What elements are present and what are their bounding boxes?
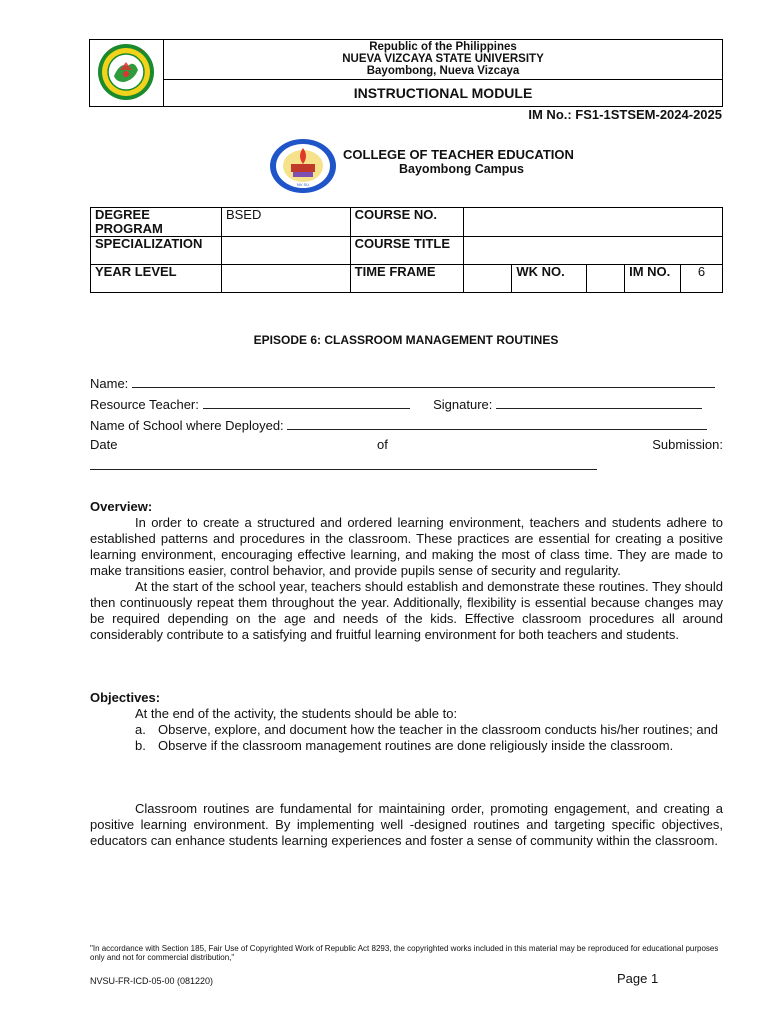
module-title: INSTRUCTIONAL MODULE [353,85,533,101]
signature-label: Signature: [433,397,493,412]
college-name: COLLEGE OF TEACHER EDUCATION [343,147,574,162]
university-info [164,40,722,80]
episode-title: EPISODE 6: CLASSROOM MANAGEMENT ROUTINES [253,333,559,347]
objectives-list [90,722,723,754]
specialization-value [221,237,350,265]
resource-teacher-label: Resource Teacher: [90,397,199,412]
course-info-table [90,207,723,293]
copyright-note: "In accordance with Section 185, Fair Use of Copyrighted Work of Republic Act 8293, the copyrighted works included in this material may be reproduced for educational purposes only and not for commercial distribution," [90,944,719,962]
im-no-value: 6 [681,265,723,293]
of-label: of [377,437,388,452]
svg-text:•: • [109,48,111,54]
year-level-label: YEAR LEVEL [91,265,222,293]
name-input-line[interactable] [132,375,715,388]
time-frame-label: TIME FRAME [350,265,464,293]
document-header [89,39,723,107]
wk-no-label: WK NO. [512,265,587,293]
course-no-value [464,208,723,237]
table-row [91,265,723,293]
overview-heading: Overview: [90,499,153,514]
table-row [91,208,723,237]
name-field [90,375,723,391]
year-level-value [221,265,350,293]
submission-label: Submission: [652,437,723,452]
overview-paragraph-2: At the start of the school year, teachers should establish and demonstrate these routines. They should then continuously repeat them throughout the year. Additionally, flexibility is essential because changes may be required depending on the age and needs of the kids. Effective classroom procedures all around considerably contribute to a satisfying and fruitful learning environment for both teachers and students. [90,579,723,642]
course-title-value [464,237,723,265]
table-row [91,237,723,265]
university-address: Bayombong, Nueva Vizcaya [366,65,520,77]
overview-paragraph-1: In order to create a structured and ordered learning environment, teachers and students adhere to established patterns and procedures in the classroom. These practices are essential for creating a positive learning environment, encouraging effective learning, and making the most of class time. They are made to make transitions easier, control behavior, and provide pupils sense of security and regularity. [90,515,723,578]
wk-no-value [587,265,625,293]
specialization-label: SPECIALIZATION [91,237,222,265]
signature-input-line[interactable] [496,396,702,409]
university-seal-icon [90,40,162,104]
name-label: Name: [90,376,129,391]
college-heading [343,147,574,177]
im-no-label: IM NO. [625,265,681,293]
objectives-section [90,690,723,754]
college-campus: Bayombong Campus [399,162,525,176]
form-code: NVSU-FR-ICD-05-00 (081220) [90,976,214,986]
objective-text: Observe if the classroom management routines are done religiously inside the classroom. [158,738,674,753]
closing-paragraph: Classroom routines are fundamental for maintaining order, promoting engagement, and creating a positive learning environment. By implementing well -designed routines and targeting specific objectives, educators can enhance students learning experiences and foster a sense of community within the classroom. [90,801,723,848]
list-marker: a. [135,722,146,737]
im-number: IM No.: FS1-1STSEM-2024-2025 [528,107,722,122]
list-item [135,722,723,738]
list-item [135,738,723,754]
list-marker: b. [135,738,146,753]
overview-section [90,499,723,643]
svg-text:•: • [140,48,142,54]
school-field [90,417,723,433]
college-seal-icon [269,138,337,194]
objective-text: Observe, explore, and document how the teacher in the classroom conducts his/her routines; and [158,722,719,737]
objectives-heading: Objectives: [90,690,161,705]
page-number: Page 1 [617,971,659,986]
university-logo-cell [90,40,164,106]
course-title-label: COURSE TITLE [350,237,464,265]
republic-line: Republic of the Philippines [369,41,517,53]
svg-text:NV SU: NV SU [296,182,310,187]
course-no-label: COURSE NO. [350,208,464,237]
submission-date-input-line[interactable] [90,469,597,470]
objectives-intro: At the end of the activity, the students should be able to: [135,706,458,721]
resource-teacher-input-line[interactable] [203,396,410,409]
submission-date-field [90,437,723,452]
degree-program-label: DEGREE PROGRAM [91,208,222,237]
school-label: Name of School where Deployed: [90,418,284,433]
date-label: Date [90,437,118,452]
university-name: NUEVA VIZCAYA STATE UNIVERSITY [342,53,544,65]
school-input-line[interactable] [287,417,707,430]
degree-program-value: BSED [221,208,350,237]
resource-teacher-field [90,396,723,412]
time-frame-value [464,265,512,293]
